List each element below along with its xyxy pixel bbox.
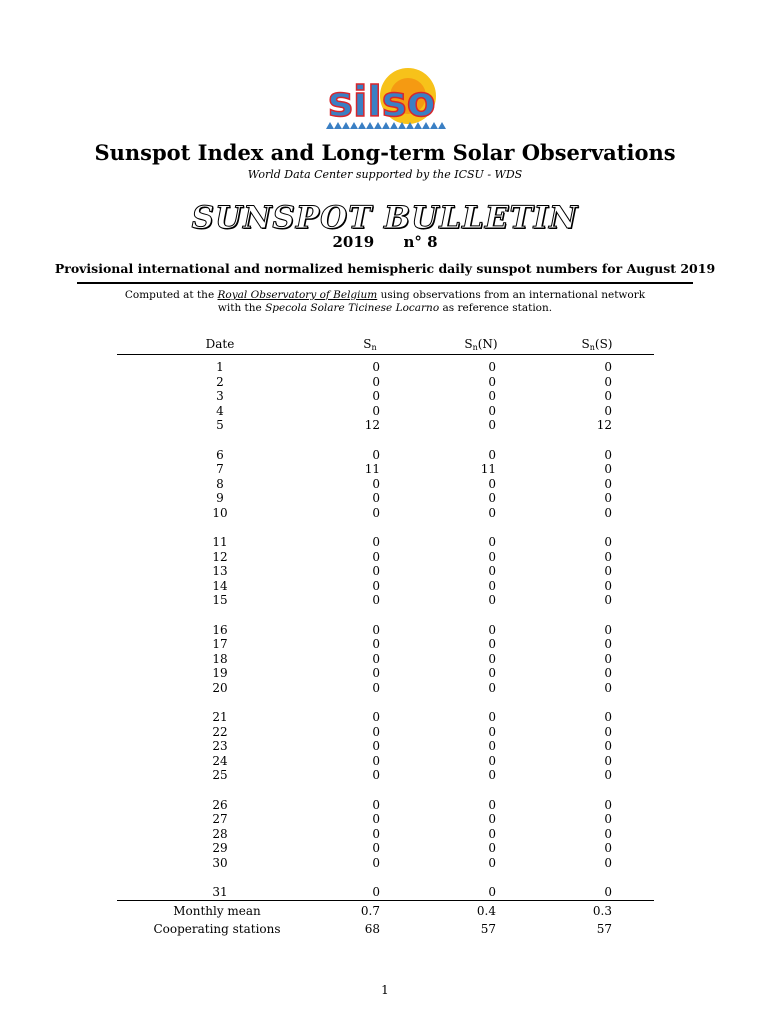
cell-date: 28 [212,826,228,841]
cell-date: 31 [212,885,228,899]
cell-sn: 0 [372,651,380,666]
cell-date: 24 [212,753,228,768]
cell-sn-north: 0 [488,651,496,666]
cell-date: 30 [212,855,228,870]
cell-sn: 0 [372,578,380,593]
cell-date: 7 [216,462,224,476]
cell-sn-south: 0 [604,841,612,855]
cell-sn: 0 [372,476,380,491]
cell-sn: 0 [372,637,380,651]
cell-sn: 0 [372,389,380,403]
cell-sn-north: 0 [488,680,496,695]
cell-sn-north: 0 [488,724,496,739]
cell-sn-north: 0 [488,855,496,870]
cell-sn: 0 [372,505,380,520]
cell-sn-north: 0 [488,549,496,564]
cell-date: 12 [212,549,228,564]
cell-date: 27 [212,812,228,826]
cell-date: 11 [212,535,228,549]
header-rule [117,354,654,355]
logo-text: silso [328,77,436,126]
cell-sn-south: 0 [604,564,612,578]
cell-sn-north: 0 [488,403,496,418]
cell-sn-south: 0 [604,637,612,651]
cell-sn: 0 [372,710,380,724]
cell-sn-north: 0 [488,637,496,651]
bulletin-title: SUNSPOT BULLETIN [191,200,579,236]
cell-sn: 0 [372,812,380,826]
cell-sn-north: 0 [488,476,496,491]
cell-sn: 0 [372,535,380,549]
cell-sn-north: 0 [488,768,496,782]
cell-date: 8 [216,476,224,491]
cell-sn-south: 0 [604,753,612,768]
column-header-sn-north: $S_n(N)$ [464,337,498,352]
cell-sn-north: 0 [488,826,496,841]
cell-sn-south: 0 [604,710,612,724]
footer-sn: 0.7 [360,904,380,918]
footer-sn-south: 57 [596,922,612,936]
cell-sn-north: 0 [488,666,496,680]
cell-sn-south: 12 [596,418,612,432]
cell-sn: 0 [372,885,380,899]
cell-sn-south: 0 [604,666,612,680]
cell-sn-south: 0 [604,491,612,505]
cell-sn: 0 [372,666,380,680]
footer-sn-north: 0.4 [476,904,496,918]
cell-sn-south: 0 [604,680,612,695]
cell-date: 18 [212,651,228,666]
divider [77,282,693,284]
cell-date: 4 [216,403,224,418]
footer-sn: 68 [364,922,380,936]
cell-sn-north: 0 [488,360,496,374]
cell-sn-north: 0 [488,739,496,753]
cell-sn-south: 0 [604,797,612,812]
cell-sn: 0 [372,491,380,505]
cell-sn-north: 0 [488,753,496,768]
cell-sn-north: 0 [488,564,496,578]
cell-sn-north: 0 [488,374,496,389]
cell-sn-south: 0 [604,389,612,403]
footer-rule [117,900,654,901]
cell-date: 10 [212,505,228,520]
cell-sn-south: 0 [604,724,612,739]
page-number: 1 [381,983,389,997]
bulletin-issue: n° 8 [403,233,438,251]
cell-sn: 0 [372,680,380,695]
cell-sn: 0 [372,447,380,462]
cell-sn: 0 [372,724,380,739]
cell-sn: 0 [372,622,380,637]
cell-sn-south: 0 [604,622,612,637]
reference-station: Specola Solare Ticinese Locarno [265,302,440,314]
cell-sn-north: 0 [488,797,496,812]
cell-sn: 0 [372,768,380,782]
bulletin-year: 2019 [332,233,375,251]
cell-sn-south: 0 [604,549,612,564]
cell-sn: 0 [372,739,380,753]
bulletin-number [0,233,770,251]
cell-sn-north: 0 [488,578,496,593]
cell-sn: 0 [372,564,380,578]
cell-sn-south: 0 [604,360,612,374]
computation-note: Computed at the Royal Observatory of Belgium using observations from an international network with the Specola Solare Ticinese Locarno as reference station. [124,289,646,314]
cell-sn: 11 [364,462,380,476]
cell-sn: 0 [372,855,380,870]
cell-date: 3 [216,389,224,403]
cell-date: 15 [212,593,228,607]
cell-sn: 0 [372,360,380,374]
org-subtitle: World Data Center supported by the ICSU - WDS [247,168,523,181]
cell-date: 25 [212,768,228,782]
cell-sn-north: 0 [488,505,496,520]
column-header-sn: $S_n$ [363,337,377,352]
cell-sn-south: 0 [604,535,612,549]
cell-sn-north: 0 [488,389,496,403]
table-heading: Provisional international and normalized hemispheric daily sunspot numbers for August 2019 [54,261,716,276]
cell-sn-south: 0 [604,826,612,841]
column-header-date: Date [205,337,235,351]
cell-date: 20 [212,680,228,695]
org-title: Sunspot Index and Long-term Solar Observations [94,140,676,165]
cell-date: 29 [212,841,228,855]
cell-sn: 0 [372,374,380,389]
cell-date: 14 [212,578,228,593]
cell-date: 21 [212,710,228,724]
column-header-sn-south: $S_n(S)$ [581,337,613,352]
cell-sn-north: 0 [488,841,496,855]
cell-sn-north: 0 [488,812,496,826]
cell-sn-south: 0 [604,651,612,666]
cell-sn-north: 0 [488,418,496,432]
cell-sn-south: 0 [604,578,612,593]
cell-date: 19 [212,666,228,680]
cell-sn: 0 [372,841,380,855]
cell-date: 17 [212,637,228,651]
cell-sn-south: 0 [604,885,612,899]
cell-sn-south: 0 [604,593,612,607]
cell-sn-south: 0 [604,768,612,782]
cell-sn: 12 [364,418,380,432]
cell-sn: 0 [372,549,380,564]
footer-sn-north: 57 [480,922,496,936]
cell-date: 13 [212,564,228,578]
cell-sn-south: 0 [604,812,612,826]
cell-sn-south: 0 [604,505,612,520]
cell-date: 1 [216,360,224,374]
cell-sn: 0 [372,797,380,812]
cell-sn: 0 [372,593,380,607]
cell-sn-south: 0 [604,739,612,753]
cell-sn-north: 0 [488,622,496,637]
cell-sn-south: 0 [604,447,612,462]
cell-sn-south: 0 [604,476,612,491]
cell-date: 2 [216,374,224,389]
cell-sn-north: 11 [480,462,496,476]
cell-date: 5 [216,418,224,432]
cell-sn-north: 0 [488,535,496,549]
cell-sn-north: 0 [488,447,496,462]
footer-sn-south: 0.3 [592,904,612,918]
cell-date: 16 [212,622,228,637]
cell-sn-south: 0 [604,374,612,389]
cell-sn: 0 [372,403,380,418]
footer-label: Cooperating stations [153,922,281,936]
cell-sn: 0 [372,753,380,768]
observatory-name: Royal Observatory of Belgium [217,289,378,301]
cell-sn-north: 0 [488,710,496,724]
cell-date: 22 [212,724,228,739]
cell-date: 6 [216,447,224,462]
silso-logo [326,66,446,134]
cell-sn-south: 0 [604,855,612,870]
cell-sn-north: 0 [488,593,496,607]
cell-date: 26 [212,797,228,812]
cell-sn-north: 0 [488,885,496,899]
footer-label: Monthly mean [173,904,261,918]
cell-sn-south: 0 [604,403,612,418]
cell-sn-north: 0 [488,491,496,505]
cell-date: 9 [216,491,224,505]
cell-sn: 0 [372,826,380,841]
cell-sn-south: 0 [604,462,612,476]
cell-date: 23 [212,739,228,753]
